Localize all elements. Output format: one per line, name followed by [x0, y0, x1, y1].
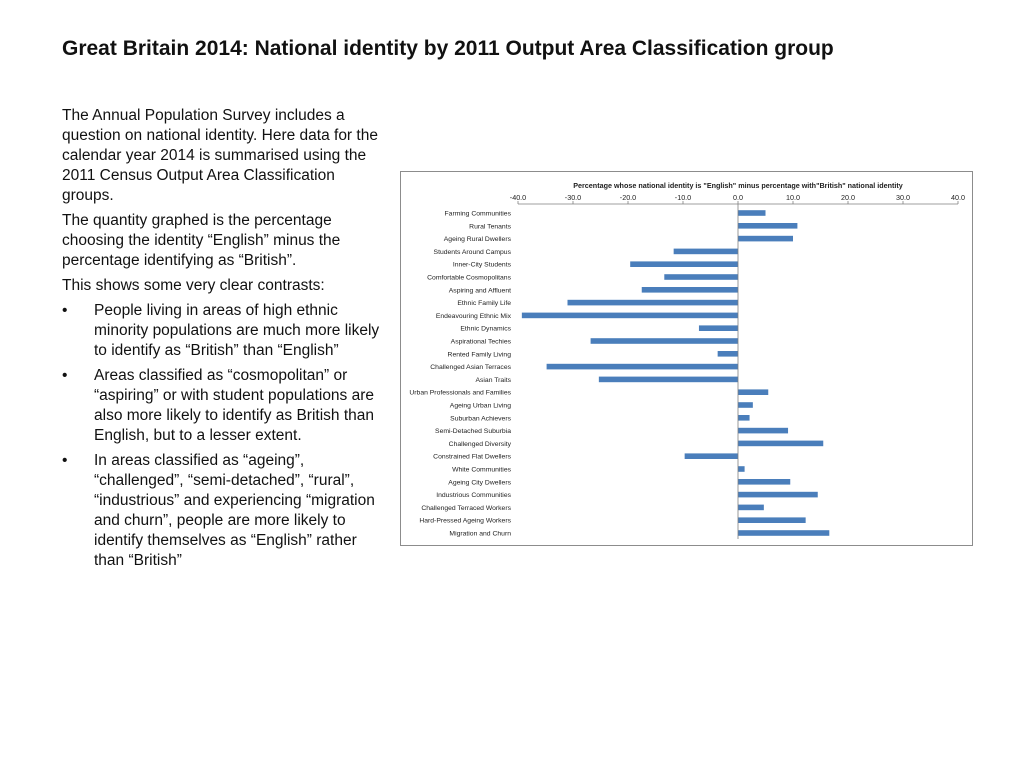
category-label: Inner-City Students	[452, 261, 511, 269]
category-label: Farming Communities	[444, 210, 511, 218]
x-tick-label: -10.0	[674, 193, 692, 202]
page-title: Great Britain 2014: National identity by 2011 Output Area Classification group	[62, 37, 834, 60]
category-label: Ageing Urban Living	[449, 402, 511, 410]
bar	[642, 287, 738, 293]
x-tick-label: 40.0	[951, 193, 965, 202]
category-label: Urban Professionals and Families	[409, 389, 511, 397]
category-label: Ageing City Dwellers	[448, 479, 511, 487]
category-label: Suburban Achievers	[450, 415, 511, 423]
intro-paragraph: The Annual Population Survey includes a question on national identity. Here data for the calendar year 2014 is summarised using the 2011 Census Output Area Classification groups.	[62, 107, 378, 204]
category-label: Industrious Communities	[436, 492, 511, 500]
x-tick-label: 30.0	[896, 193, 910, 202]
list-item-text: Areas classified as “cosmopolitan” or “aspiring” or with student populations are also more likely to identify as British than English, but to a lesser extent.	[94, 367, 375, 444]
bar	[664, 274, 738, 280]
bar	[699, 325, 738, 331]
x-tick-label: -30.0	[564, 193, 582, 202]
category-label: Challenged Diversity	[448, 440, 511, 448]
bullet-icon: •	[62, 367, 68, 384]
category-label: Hard-Pressed Ageing Workers	[419, 517, 511, 525]
x-tick-label: 20.0	[841, 193, 855, 202]
bullet-list	[62, 301, 380, 571]
bar	[738, 479, 790, 485]
bar	[738, 389, 768, 395]
bar	[738, 402, 753, 408]
bar	[591, 338, 738, 344]
contrasts-lead: This shows some very clear contrasts:	[62, 277, 325, 294]
bar	[674, 249, 738, 255]
bar	[738, 492, 818, 498]
bar	[738, 210, 766, 216]
category-label: Rural Tenants	[469, 223, 511, 231]
bar	[738, 415, 750, 421]
bullet-icon: •	[62, 452, 68, 469]
category-label: Rented Family Living	[447, 351, 511, 359]
bar	[522, 313, 738, 319]
bar	[738, 441, 823, 447]
category-label: Students Around Campus	[433, 248, 511, 256]
category-label: Comfortable Cosmopolitans	[427, 274, 511, 282]
bar	[630, 261, 738, 267]
bar	[738, 223, 797, 229]
bullet-icon: •	[62, 302, 68, 319]
chart-frame	[400, 171, 973, 546]
bar	[685, 453, 738, 459]
category-label: Challenged Terraced Workers	[421, 504, 511, 512]
bar	[547, 364, 738, 370]
x-tick-label: 10.0	[786, 193, 800, 202]
list-item-text: People living in areas of high ethnic minority populations are much more likely to identify as “British” than “English”	[94, 302, 380, 359]
bar	[738, 517, 806, 523]
bar	[738, 530, 829, 536]
bar	[738, 428, 788, 434]
category-label: Semi-Detached Suburbia	[435, 428, 511, 436]
bar	[738, 236, 793, 242]
category-label: Ethnic Dynamics	[460, 325, 511, 333]
category-label: Aspiring and Affluent	[448, 287, 511, 295]
category-label: Endeavouring Ethnic Mix	[435, 312, 511, 320]
body-text	[62, 106, 380, 576]
category-label: Ethnic Family Life	[457, 300, 511, 308]
x-tick-label: -40.0	[509, 193, 527, 202]
category-label: Migration and Churn	[449, 530, 511, 538]
category-label: Asian Traits	[475, 376, 511, 384]
bar	[738, 505, 764, 511]
list-item	[62, 366, 380, 446]
bar	[599, 377, 738, 383]
x-tick-label: 0.0	[733, 193, 743, 202]
list-item	[62, 301, 380, 361]
category-label: Constrained Flat Dwellers	[433, 453, 511, 461]
bar	[718, 351, 738, 357]
chart-title: Percentage whose national identity is "English" minus percentage with"British" national identity	[573, 181, 903, 190]
quantity-paragraph: The quantity graphed is the percentage choosing the identity “English” minus the percentage identifying as “British”.	[62, 212, 341, 269]
chart	[401, 172, 972, 545]
category-label: White Communities	[452, 466, 511, 474]
list-item	[62, 451, 380, 571]
category-label: Aspirational Techies	[450, 338, 511, 346]
category-label: Challenged Asian Terraces	[430, 364, 511, 372]
bar	[738, 466, 745, 472]
x-tick-label: -20.0	[619, 193, 637, 202]
category-label: Ageing Rural Dwellers	[443, 236, 511, 244]
bar	[568, 300, 739, 306]
list-item-text: In areas classified as “ageing”, “challenged”, “semi-detached”, “rural”, “industrious” and experiencing “migration and churn”, people are more likely to identify themselves as “English” rather than “British”	[94, 452, 375, 569]
